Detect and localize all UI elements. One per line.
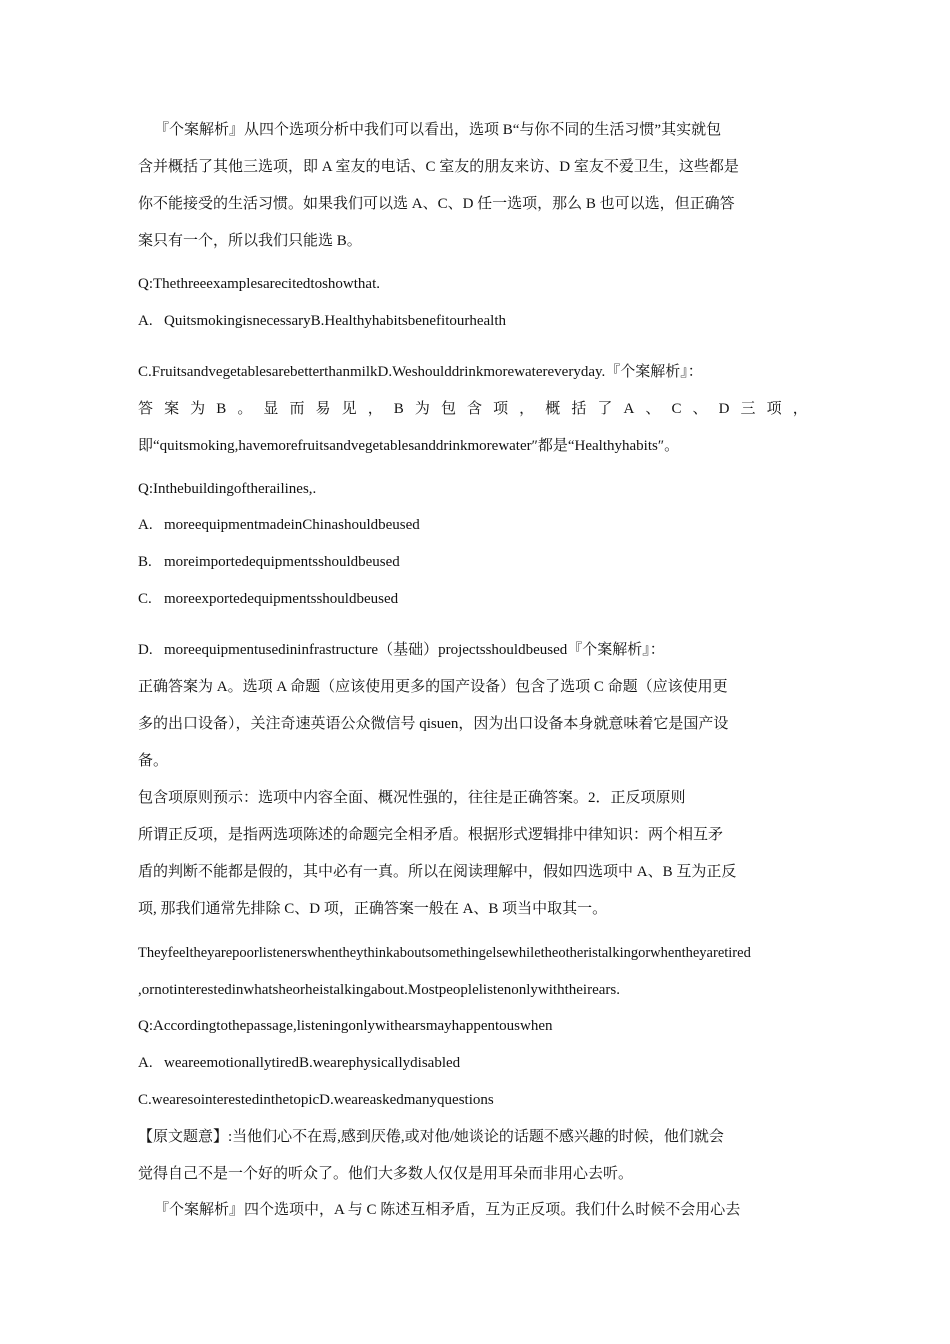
- justified-char: 三: [740, 401, 756, 417]
- justified-char: 括: [571, 401, 587, 417]
- justified-line: [138, 399, 808, 419]
- paragraph-line: 正确答案为 A。选项 A 命题（应该使用更多的国产设备）包含了选项 C 命题（应该使用更: [138, 679, 728, 695]
- passage-line: ,ornotinterestedinwhatsheorheistalkingabout.Mostpeoplelistenonlywiththeirears.: [138, 982, 620, 998]
- option-label: A.: [138, 1055, 153, 1071]
- justified-char: 易: [315, 401, 331, 417]
- justified-char: 见: [341, 401, 357, 417]
- paragraph-line: 案只有一个，所以我们只能选 B。: [138, 233, 362, 249]
- paragraph-line: 多的出口设备），关注奇速英语公众微信号 qisuen，因为出口设备本身就意味着它是国产设: [138, 716, 729, 732]
- option-line: [138, 311, 506, 331]
- option-line: [138, 640, 665, 660]
- paragraph-line: 『个案解析』从四个选项分析中我们可以看出，选项 B“与你不同的生活习惯”其实就包: [154, 122, 722, 138]
- paragraph-line: 觉得自己不是一个好的听众了。他们大多数人仅仅是用耳朵而非用心去听。: [138, 1166, 634, 1182]
- justified-char: 答: [138, 401, 154, 417]
- justified-char: 、: [692, 401, 708, 417]
- justified-char: ，: [367, 401, 383, 417]
- paragraph-line: 盾的判断不能都是假的，其中必有一真。所以在阅读理解中，假如四选项中 A、B 互为正反: [138, 864, 737, 880]
- paragraph-line: 『个案解析』四个选项中，A 与 C 陈述互相矛盾，互为正反项。我们什么时候不会用心去: [154, 1202, 741, 1218]
- option-label: C.: [138, 591, 152, 607]
- option-label: B.: [138, 554, 152, 570]
- passage-line: Theyfeeltheyarepoorlistenerswhentheythinkaboutsomethingelsewhiletheotheristalkingorwhentheyaretired: [138, 945, 751, 961]
- justified-char: 。: [237, 401, 253, 417]
- option-text: moreimportedequipmentsshouldbeused: [164, 554, 400, 570]
- justified-char: 显: [263, 401, 279, 417]
- paragraph-line: 你不能接受的生活习惯。如果我们可以选 A、C、D 任一选项，那么 B 也可以选，但正确答: [138, 196, 735, 212]
- option-line: [138, 552, 400, 572]
- question-line: Q:Accordingtothepassage,listeningonlywithearsmayhappentouswhen: [138, 1018, 553, 1034]
- paragraph-line: 备。: [138, 753, 169, 769]
- paragraph-line: 含并概括了其他三选项，即 A 室友的电话、C 室友的朋友来访、D 室友不爱卫生，这些都是: [138, 159, 739, 175]
- option-text: moreequipmentmadeinChinashouldbeused: [164, 517, 420, 533]
- justified-char: 而: [289, 401, 305, 417]
- justified-char: D: [718, 401, 730, 417]
- justified-char: ，: [519, 401, 535, 417]
- option-line: C.FruitsandvegetablesarebetterthanmilkD.Weshoulddrinkmorewatereveryday.『个案解析』：: [138, 364, 703, 380]
- justified-char: 含: [467, 401, 483, 417]
- paragraph-line: 包含项原则预示：选项中内容全面、概况性强的，往往是正确答案。2．正反项原则: [138, 790, 686, 806]
- justified-char: 为: [414, 401, 430, 417]
- option-text: weareemotionallytiredB.wearephysicallydisabled: [164, 1055, 461, 1071]
- option-line: [138, 515, 420, 535]
- justified-char: 项: [493, 401, 509, 417]
- option-label: D.: [138, 642, 153, 658]
- paragraph-line: 所谓正反项，是指两选项陈述的命题完全相矛盾。根据形式逻辑排中律知识：两个相互矛: [138, 827, 724, 843]
- justified-char: 案: [164, 401, 180, 417]
- option-text: moreexportedequipmentsshouldbeused: [164, 591, 399, 607]
- justified-char: B: [393, 401, 404, 417]
- justified-char: 项: [766, 401, 782, 417]
- option-label: A.: [138, 313, 153, 329]
- justified-char: 了: [597, 401, 613, 417]
- justified-char: A: [623, 401, 635, 417]
- justified-char: 为: [190, 401, 206, 417]
- option-line: [138, 1053, 460, 1073]
- option-text: moreequipmentusedininfrastructure（基础）projectsshouldbeused『个案解析』：: [164, 642, 665, 658]
- option-line: [138, 589, 398, 609]
- paragraph-line: 即“quitsmoking,havemorefruitsandvegetablesanddrinkmorewater″都是“Healthyhabits″。: [138, 438, 680, 454]
- paragraph-line: 【原文题意】:当他们心不在焉,感到厌倦,或对他/她谈论的话题不感兴趣的时候，他们就会: [138, 1129, 724, 1145]
- question-line: Q:Inthebuildingoftherailines,.: [138, 481, 317, 497]
- question-line: Q:Thethreeexamplesarecitedtoshowthat.: [138, 276, 380, 292]
- option-line: C.wearesointerestedinthetopicD.weareaskedmanyquestions: [138, 1092, 494, 1108]
- justified-char: 包: [440, 401, 456, 417]
- paragraph-line: 项, 那我们通常先排除 C、D 项，正确答案一般在 A、B 项当中取其一。: [138, 901, 608, 917]
- justified-char: ，: [792, 401, 808, 417]
- justified-char: 概: [545, 401, 561, 417]
- justified-char: C: [671, 401, 682, 417]
- justified-char: 、: [645, 401, 661, 417]
- justified-char: B: [216, 401, 227, 417]
- option-label: A.: [138, 517, 153, 533]
- option-text: QuitsmokingisnecessaryB.Healthyhabitsbenefitourhealth: [164, 313, 507, 329]
